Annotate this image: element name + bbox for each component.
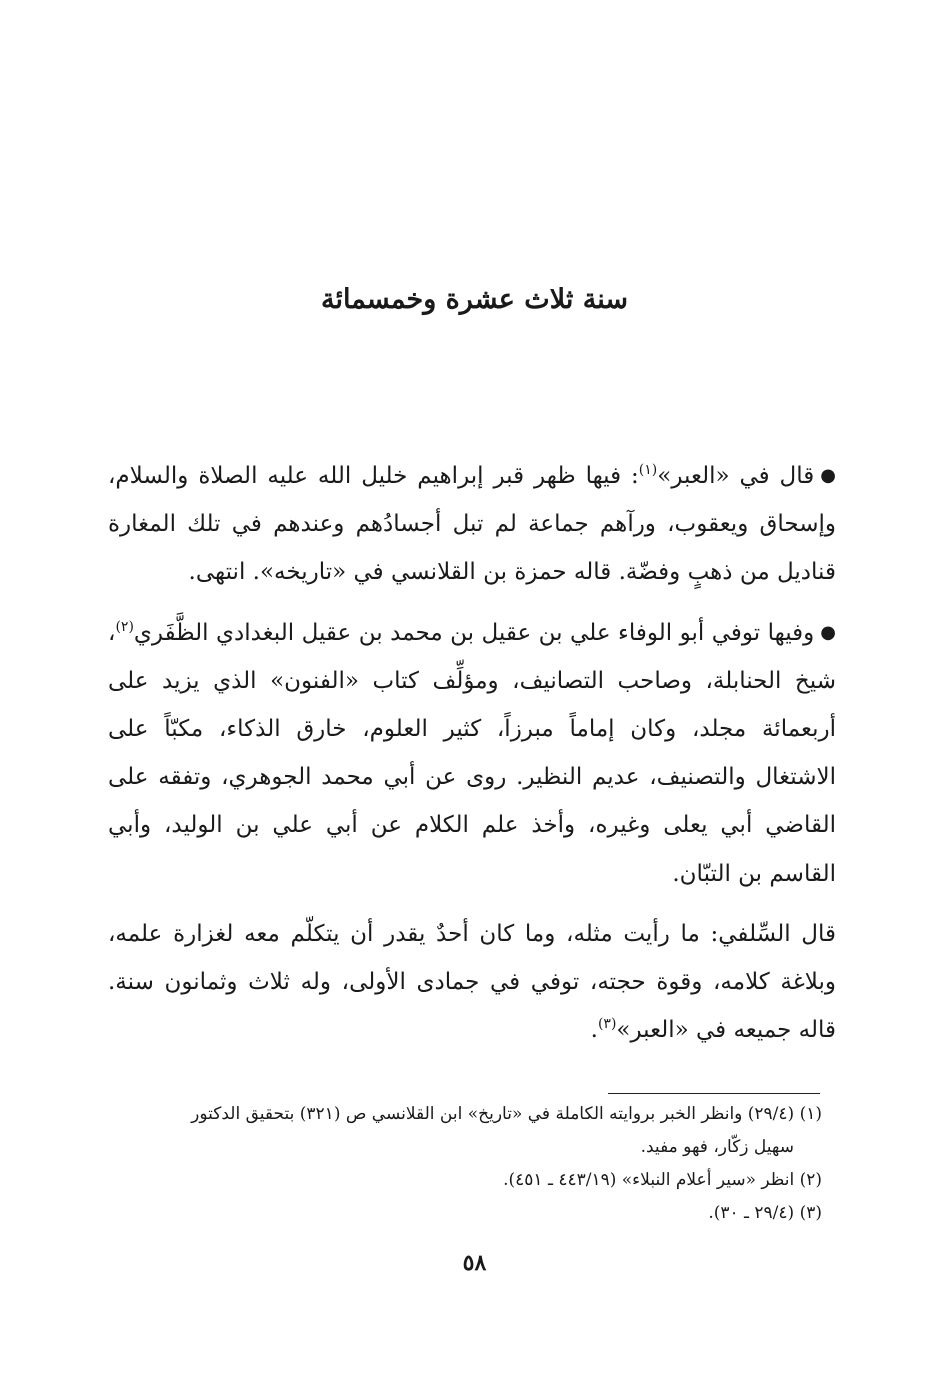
footnote-1-line-1: (١) (٢٩/٤) وانظر الخبر بروايته الكاملة في «تاريخ» ابن القلانسي ص (٣٢١) بتحقيق الدكتور [191, 1104, 822, 1124]
paragraph-2 [108, 609, 836, 898]
page-number: ٥٨ [462, 1250, 487, 1276]
page-title: سنة ثلاث عشرة وخمسمائة [321, 284, 628, 315]
footnote-ref-1: (١) [638, 462, 658, 478]
paragraph-2-text-a: وفيها توفي أبو الوفاء علي بن عقيل بن محمد بن عقيل البغدادي الظَّفَري [133, 619, 815, 646]
footnote-ref-2: (٢) [115, 618, 134, 635]
footnote-ref-3: (٣) [597, 1016, 617, 1033]
footnote-1-line-2: سهيل زكّار، فهو مفيد. [640, 1137, 794, 1157]
paragraph-3-text-b: . [590, 1017, 598, 1044]
paragraph-1 [108, 452, 836, 597]
footnote-2: (٢) انظر «سير أعلام النبلاء» (٤٤٣/١٩ ـ ٤٥١). [503, 1170, 822, 1190]
bullet-icon: ● [820, 621, 836, 643]
footnote-divider [608, 1093, 820, 1094]
bullet-icon: ● [820, 465, 836, 486]
footnote-3: (٣) (٢٩/٤ ـ ٣٠). [708, 1203, 822, 1223]
paragraph-3-text-a: قال السِّلفي: ما رأيت مثله، وما كان أحدٌ يقدر أن يتكلّم معه لغزارة علمه، وبلاغة كلامه، وقوة حجته، توفي في جمادى الأولى، وله ثلاث وثمانون سنة. قاله جميعه في «العبر» [108, 920, 836, 1044]
paragraph-2-text-b: ، شيخ الحنابلة، وصاحب التصانيف، ومؤلِّف كتاب «الفنون» الذي يزيد على أربعمائة مجلد، وكان إماماً مبرزاً، كثير العلوم، خارق الذكاء، مكبّاً على الاشتغال والتصنيف، عديم النظير. روى عن أبي محمد الجوهري، وتفقه على القاضي أبي يعلى وغيره، وأخذ علم الكلام عن أبي علي بن الوليد، وأبي القاسم بن التبّان. [108, 619, 836, 887]
paragraph-3 [108, 910, 836, 1055]
footnotes [100, 1098, 822, 1230]
paragraph-1-text-b: : فيها ظهر قبر إبراهيم خليل الله عليه الصلاة والسلام، وإسحاق ويعقوب، ورآهم جماعة لم تبل أجسادُهم وعندهم في تلك المغارة قناديل من ذهبٍ وفضّة. قاله حمزة بن القلانسي في «تاريخه». انتهى. [108, 463, 836, 586]
main-text [108, 452, 836, 1066]
paragraph-1-text-a: قال في «العبر» [657, 463, 815, 489]
